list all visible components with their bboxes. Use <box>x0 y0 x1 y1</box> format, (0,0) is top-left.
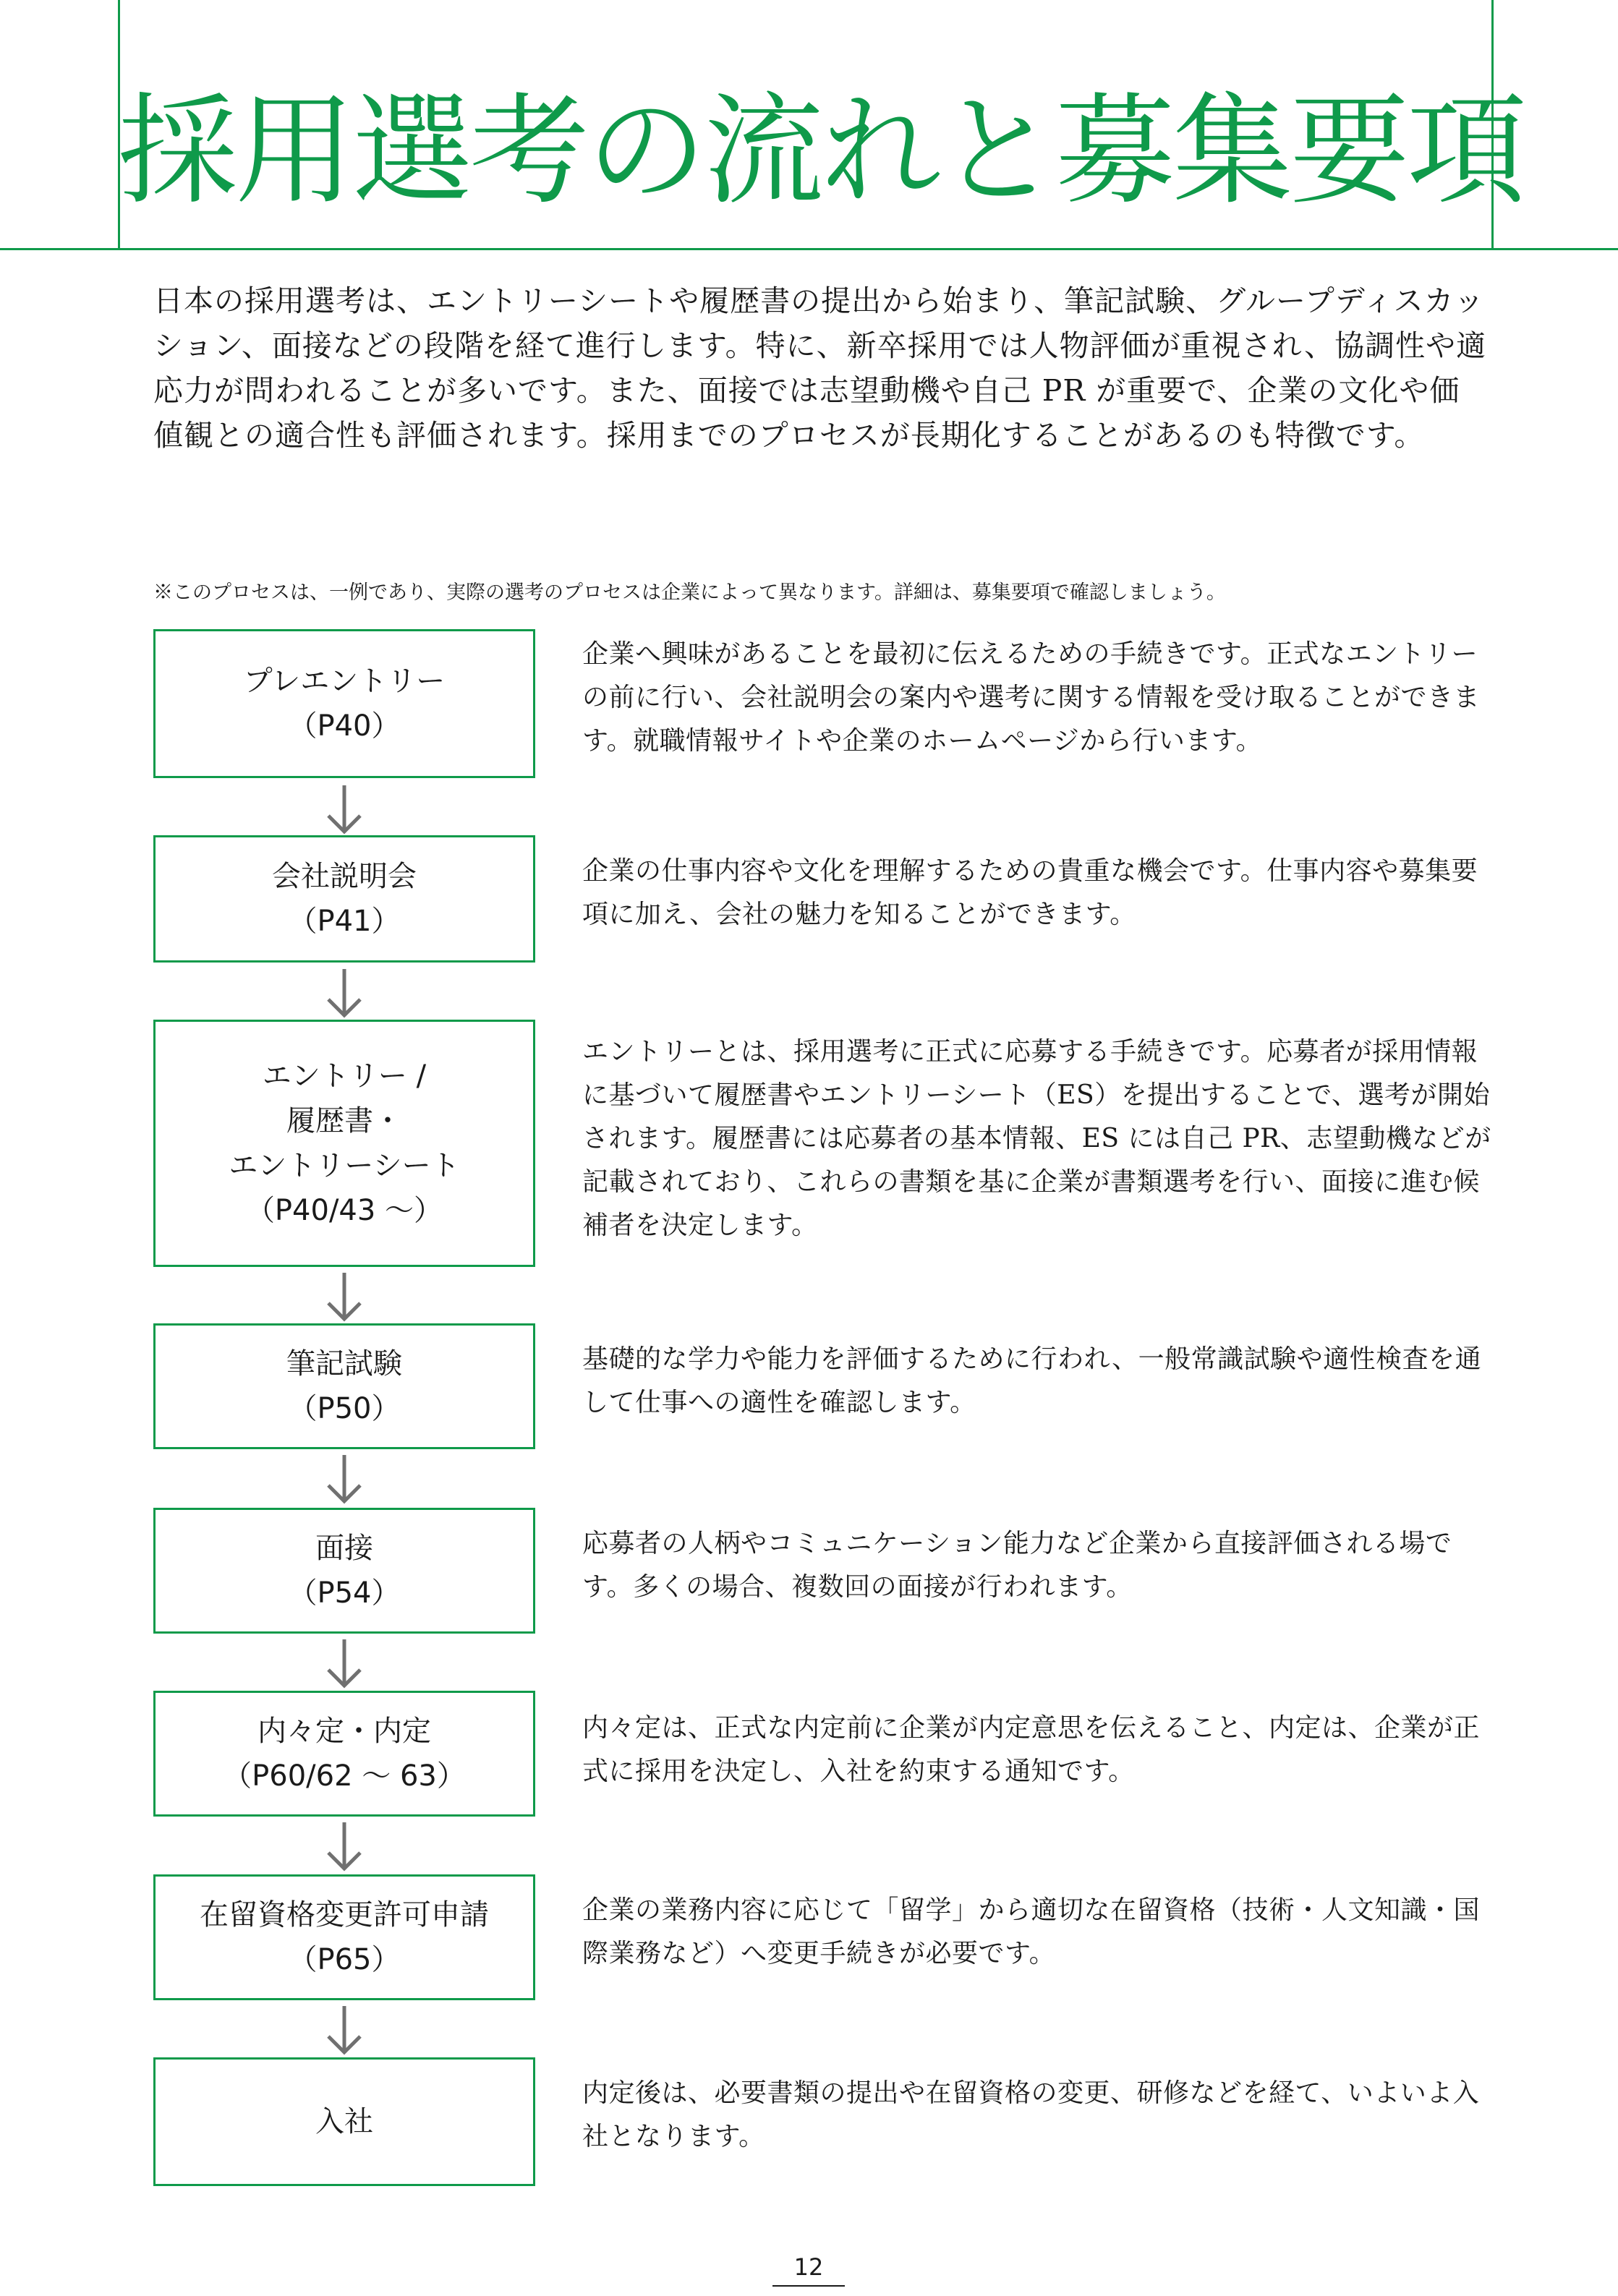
step-box-job-offer <box>153 1691 535 1817</box>
down-arrow-icon <box>324 966 365 1021</box>
step-page-ref: （P54） <box>288 1576 401 1610</box>
step-label: エントリーシート <box>229 1149 460 1182</box>
step-box-visa-change <box>153 1874 535 2000</box>
step-label: 在留資格変更許可申請 <box>200 1898 489 1932</box>
step-page-ref: （P40/43 〜） <box>245 1194 443 1227</box>
step-description-entry-documents: エントリーとは、採用選考に正式に応募する手続きです。応募者が採用情報に基づいて履歴書やエントリーシート（ES）を提出することで、選考が開始されます。履歴書には応募者の基本情報、ES には自己 PR、志望動機などが記載されており、これらの書類を基に企業が書類選考を行い、面接に進む候補者を決定します。 <box>582 1037 1491 1240</box>
step-box-written-exam <box>153 1323 535 1449</box>
step-label: 内々定・内定 <box>257 1715 431 1748</box>
down-arrow-icon <box>324 1819 365 1874</box>
down-arrow-icon <box>324 1452 365 1507</box>
step-box-interview <box>153 1508 535 1634</box>
step-page-ref: （P40） <box>288 709 401 743</box>
page-number-underline <box>772 2285 845 2287</box>
step-box-company-briefing <box>153 835 535 963</box>
step-box-joining <box>153 2057 535 2186</box>
down-arrow-icon <box>324 2003 365 2058</box>
step-label: 面接 <box>315 1532 373 1565</box>
step-label: 入社 <box>315 2105 373 2138</box>
step-label: プレエントリー <box>243 665 446 698</box>
step-page-ref: （P50） <box>288 1392 401 1425</box>
step-description-job-offer: 内々定は、正式な内定前に企業が内定意思を伝えること、内定は、企業が正式に採用を決定し、入社を約束する通知です。 <box>582 1713 1481 1786</box>
step-label: 履歴書・ <box>286 1104 402 1138</box>
down-arrow-icon <box>324 1636 365 1691</box>
process-note: ※このプロセスは、一例であり、実際の選考のプロセスは企業によって異なります。詳細は、募集要項で確認しましょう。 <box>153 581 1226 604</box>
step-description-company-briefing: 企業の仕事内容や文化を理解するための貴重な機会です。仕事内容や募集要項に加え、会社の魅力を知ることができます。 <box>582 856 1478 929</box>
down-arrow-icon <box>324 1270 365 1325</box>
step-label: 会社説明会 <box>272 860 417 893</box>
step-page-ref: （P41） <box>288 905 401 938</box>
step-description-written-exam: 基礎的な学力や能力を評価するために行われ、一般常識試験や適性検査を通して仕事への適性を確認します。 <box>582 1344 1482 1417</box>
step-page-ref: （P60/62 〜 63） <box>223 1759 466 1793</box>
step-label: エントリー / <box>262 1059 427 1093</box>
page-number: 12 <box>793 2253 824 2281</box>
step-page-ref: （P65） <box>288 1943 401 1976</box>
down-arrow-icon <box>324 782 365 837</box>
step-label: 筆記試験 <box>286 1347 402 1380</box>
step-description-visa-change: 企業の業務内容に応じて「留学」から適切な在留資格（技術・人文知識・国際業務など）へ変更手続きが必要です。 <box>582 1895 1481 1968</box>
step-box-entry-documents <box>153 1020 535 1267</box>
header-rule <box>0 248 1618 250</box>
page-title: 採用選考の流れと募集要項 <box>118 82 1524 221</box>
step-description-pre-entry: 企業へ興味があることを最初に伝えるための手続きです。正式なエントリーの前に行い、会社説明会の案内や選考に関する情報を受け取ることができます。就職情報サイトや企業のホームページから行います。 <box>582 639 1481 756</box>
step-box-pre-entry <box>153 629 535 778</box>
step-description-joining: 内定後は、必要書類の提出や在留資格の変更、研修などを経て、いよいよ入社となります。 <box>582 2078 1480 2151</box>
step-description-interview: 応募者の人柄やコミュニケーション能力など企業から直接評価される場です。多くの場合、複数回の面接が行われます。 <box>582 1529 1452 1602</box>
intro-paragraph: 日本の採用選考は、エントリーシートや履歴書の提出から始まり、筆記試験、グループディスカッション、面接などの段階を経て進行します。特に、新卒採用では人物評価が重視され、協調性や適応力が問われることが多いです。また、面接では志望動機や自己 PR が重要で、企業の文化や価値観との適合性も評価されます。採用までのプロセスが長期化することがあるのも特徴です。 <box>153 283 1487 453</box>
